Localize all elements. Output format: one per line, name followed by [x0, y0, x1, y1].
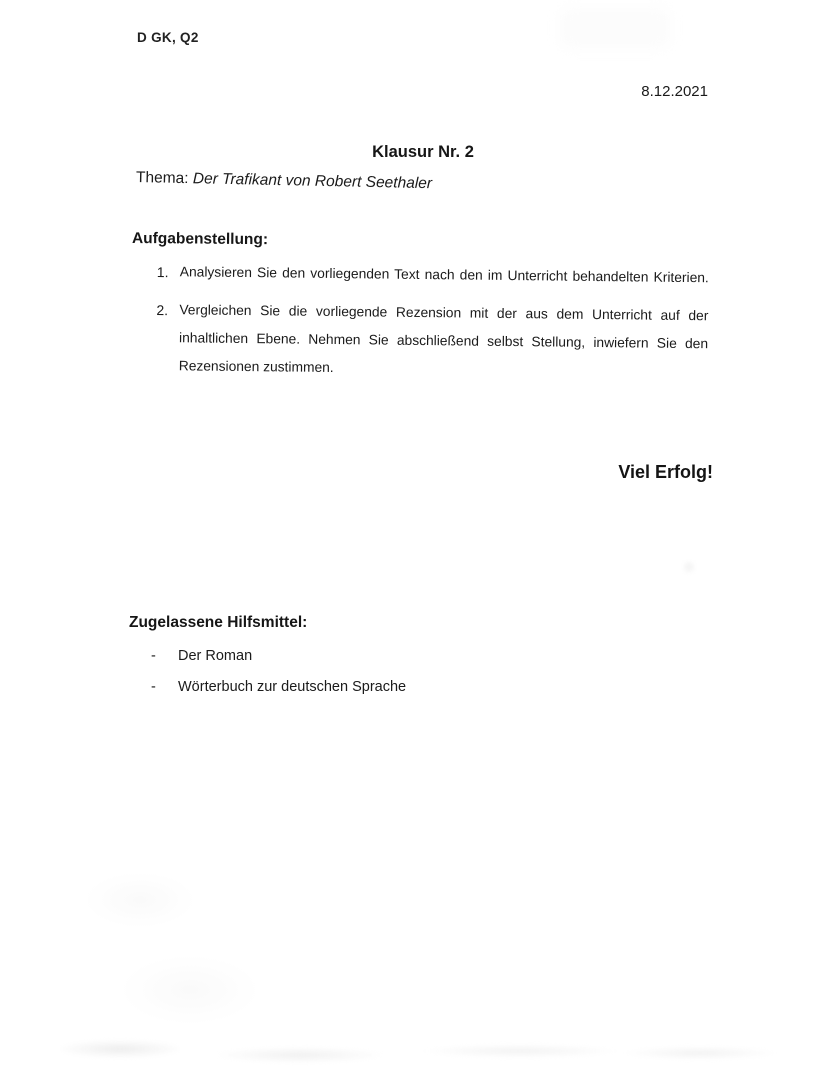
- scan-artifact-dot: [684, 562, 694, 572]
- aid-text: Wörterbuch zur deutschen Sprache: [178, 679, 407, 695]
- exam-title: Klausur Nr. 2: [372, 143, 474, 161]
- thema-line: [136, 169, 432, 193]
- course-code: D GK, Q2: [137, 30, 199, 45]
- aid-item-2: [151, 677, 406, 697]
- task-item-1: [157, 258, 709, 292]
- task-text: Analysieren Sie den vorliegenden Text nach den im Unterricht behandelten Kriterien.: [179, 264, 709, 286]
- book-title: Der Trafikant von Robert Seethaler: [192, 170, 433, 193]
- aid-item-1: [151, 646, 406, 666]
- aid-text: Der Roman: [178, 648, 253, 664]
- tasks-heading: Aufgabenstellung:: [131, 230, 269, 249]
- list-dash: -: [151, 648, 156, 664]
- exam-date: 8.12.2021: [641, 83, 708, 100]
- task-list: [156, 258, 709, 396]
- task-item-2: [156, 296, 709, 386]
- closing-message: Viel Erfolg!: [618, 462, 713, 482]
- scan-artifact-bottom-edge: [0, 1025, 828, 1071]
- aid-list: [151, 646, 406, 708]
- list-dash: -: [151, 679, 156, 695]
- scan-artifact-left: [50, 840, 310, 1040]
- task-number: 2.: [156, 301, 169, 319]
- thema-label: Thema:: [135, 169, 189, 188]
- task-number: 1.: [156, 263, 169, 281]
- scan-artifact-top: [560, 8, 670, 48]
- aids-heading: Zugelassene Hilfsmittel:: [129, 614, 308, 631]
- task-text: Vergleichen Sie die vorliegende Rezension mit der aus dem Unterricht auf der inhaltlichen Ebene. Nehmen Sie abschließend selbst Stellung, inwiefern Sie den Rezensionen zustimmen.: [178, 302, 709, 376]
